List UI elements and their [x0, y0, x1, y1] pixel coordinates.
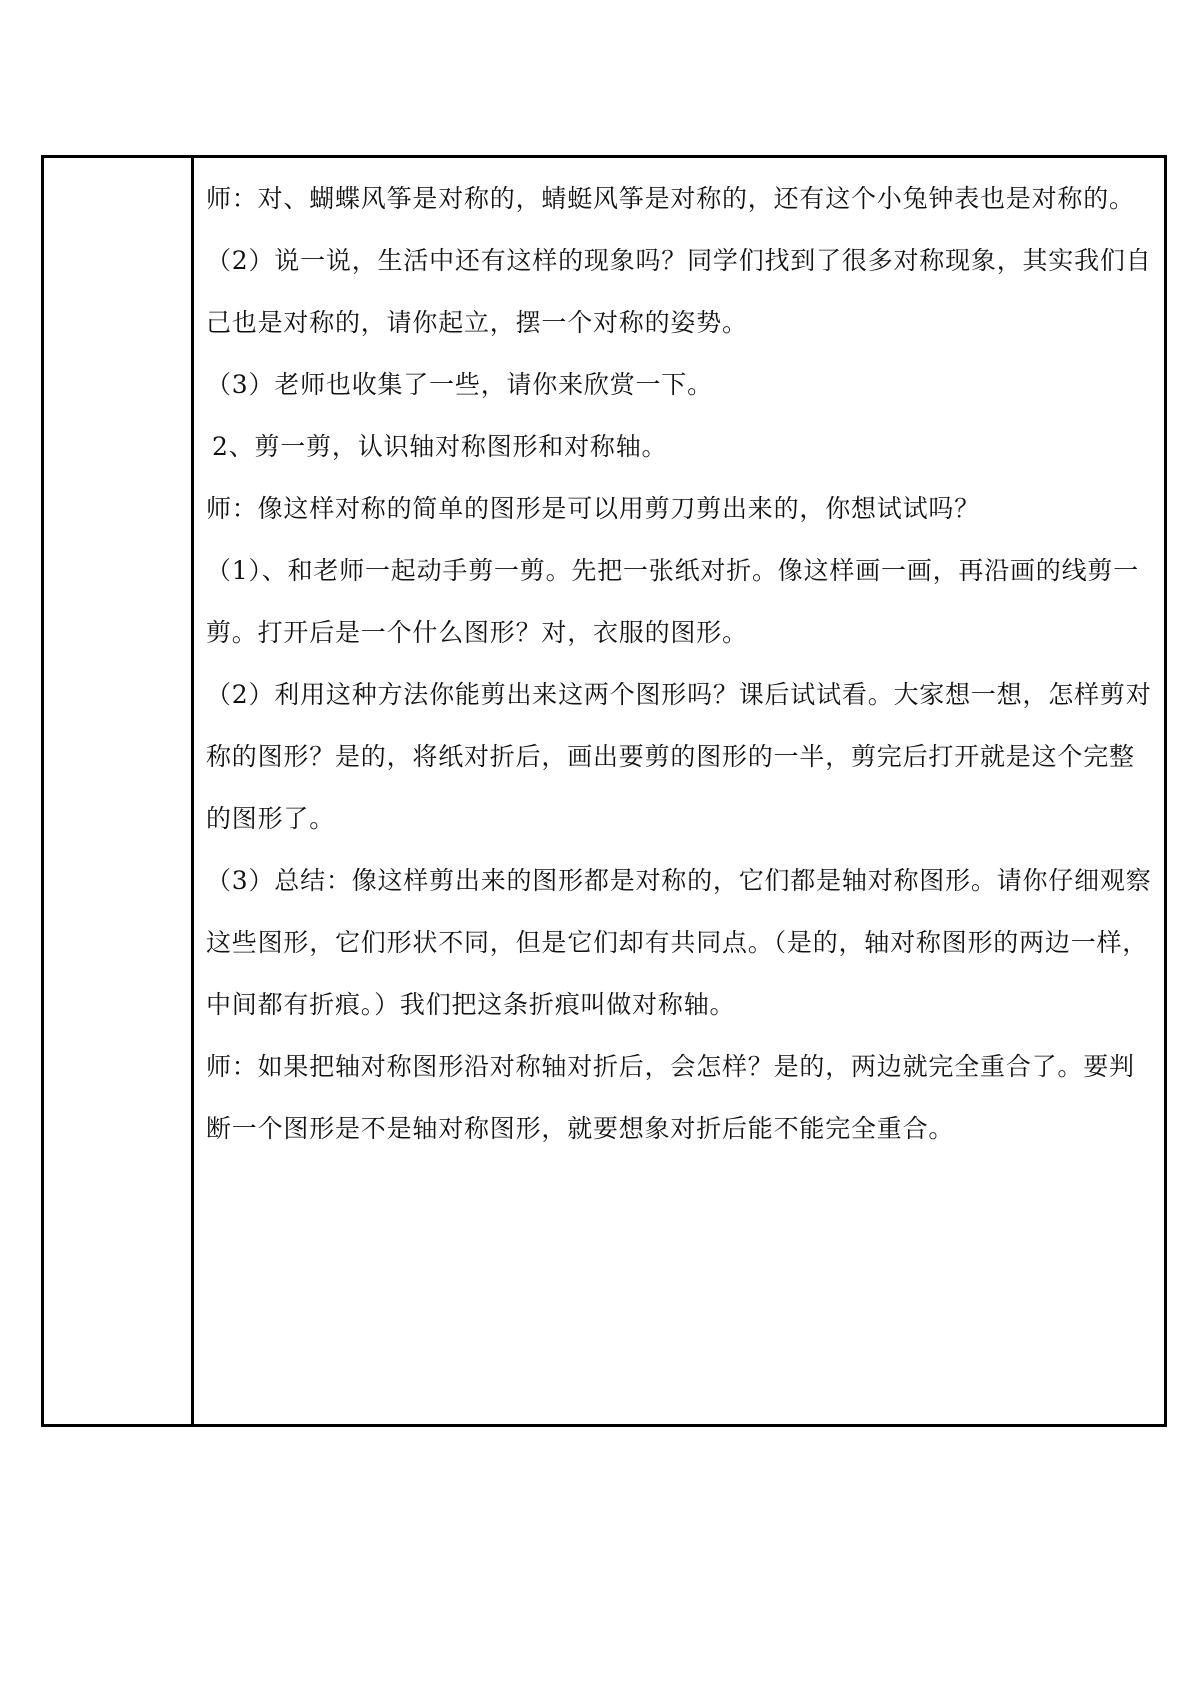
paragraph-summary: （3）总结：像这样剪出来的图形都是对称的，它们都是轴对称图形。请你仔细观察这些图形，它们形状不同，但是它们却有共同点。（是的，轴对称图形的两边一样，中间都有折痕。）我们把这条折痕叫做对称轴。 [206, 866, 1152, 1019]
paragraph-teacher-scissors: 师：像这样对称的简单的图形是可以用剪刀剪出来的，你想试试吗？ [206, 494, 981, 523]
paragraph-cut-method: （2）利用这种方法你能剪出来这两个图形吗？课后试试看。大家想一想，怎样剪对称的图形？是的，将纸对折后，画出要剪的图形的一半，剪完后打开就是这个完整的图形了。 [206, 680, 1152, 833]
paragraph-talk-about-symmetry: （2）说一说，生活中还有这样的现象吗？同学们找到了很多对称现象，其实我们自己也是对称的，请你起立，摆一个对称的姿势。 [206, 246, 1152, 337]
paragraph-teacher-kites: 师：对、蝴蝶风筝是对称的，蜻蜓风筝是对称的，还有这个小兔钟表也是对称的。 [206, 184, 1135, 213]
lesson-table [41, 155, 1167, 1427]
lesson-content-cell [194, 158, 1164, 1424]
paragraph-cut-together: （1）、和老师一起动手剪一剪。先把一张纸对折。像这样画一画，再沿画的线剪一剪。打开后是一个什么图形？对，衣服的图形。 [206, 556, 1140, 647]
paragraph-section-cut: 2、剪一剪，认识轴对称图形和对称轴。 [212, 432, 668, 461]
left-empty-cell [44, 158, 194, 1424]
paragraph-teacher-fold: 师：如果把轴对称图形沿对称轴对折后，会怎样？是的，两边就完全重合了。要判断一个图形是不是轴对称图形，就要想象对折后能不能完全重合。 [206, 1052, 1135, 1143]
paragraph-teacher-collection: （3）老师也收集了一些，请你来欣赏一下。 [206, 370, 713, 399]
